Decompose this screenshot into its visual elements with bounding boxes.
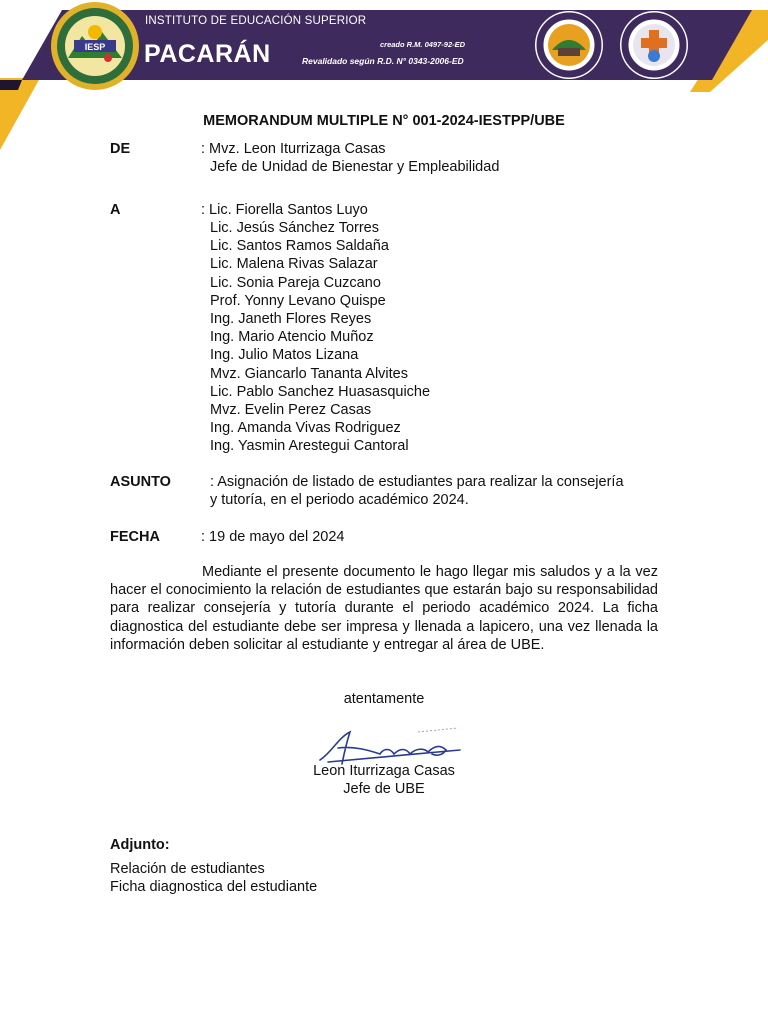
creation-resolution: creado R.M. 0497-92-ED <box>380 40 466 49</box>
recipient-item: Lic. Santos Ramos Saldaña <box>210 238 389 255</box>
iesp-seal-logo <box>51 2 139 90</box>
recipient-item: Ing. Amanda Vivas Rodriguez <box>210 420 401 437</box>
letterhead <box>0 0 768 160</box>
recipient-item: Lic. Pablo Sanchez Huasasquiche <box>210 383 431 400</box>
recipient-item: Mvz. Giancarlo Tananta Alvites <box>210 365 408 382</box>
asunto-line-1: : Asignación de listado de estudiantes para realizar la consejería <box>210 474 624 490</box>
institute-name: PACARÁN <box>144 40 271 68</box>
closing: atentamente <box>343 691 425 707</box>
recipient-item: Ing. Janeth Flores Reyes <box>210 311 372 328</box>
attachment-item: Relación de estudiantes <box>110 861 265 877</box>
recipient-item: Ing. Mario Atencio Muñoz <box>210 329 374 346</box>
letterhead-graphics <box>0 0 768 160</box>
produccion-agropecuaria-logo <box>535 11 603 79</box>
recipient-first: : Lic. Fiorella Santos Luyo <box>201 202 368 218</box>
adjunto-label: Adjunto: <box>110 837 170 853</box>
recipient-item: Lic. Jesús Sánchez Torres <box>210 220 379 236</box>
asunto-line-2: y tutoría, en el periodo académico 2024. <box>210 492 469 508</box>
revalidation-resolution: Revalidado según R.D. N° 0343-2006-ED <box>302 56 464 66</box>
recipient-item: Lic. Sonia Pareja Cuzcano <box>210 274 381 291</box>
recipient-item: Prof. Yonny Levano Quispe <box>210 292 386 309</box>
fecha-label: FECHA <box>110 529 160 545</box>
recipient-item: Lic. Malena Rivas Salazar <box>210 256 378 273</box>
fecha-value: : 19 de mayo del 2024 <box>201 529 345 545</box>
de-label: DE <box>110 141 131 157</box>
signer-name: Leon Iturrizaga Casas <box>313 763 455 779</box>
recipient-item: Ing. Julio Matos Lizana <box>210 347 359 364</box>
body-paragraph: Mediante el presente documento le hago llegar mis saludos y a la vez hacer el conocimiento la relación de estudiantes que estarán bajo su responsabilidad para realizar consejería y tutoría durante el periodo académico 2024. La ficha diagnostica del estudiante debe ser impresa y llenada a lapicero, una vez llenada la información deben solicitar al estudiante y entregar al área de UBE. <box>110 564 658 653</box>
signer-role: Jefe de UBE <box>343 781 425 797</box>
asunto-label: ASUNTO <box>110 474 171 490</box>
enfermeria-tecnica-logo <box>620 11 688 79</box>
institute-label: INSTITUTO DE EDUCACIÓN SUPERIOR <box>145 15 367 27</box>
recipient-item: Ing. Yasmin Arestegui Cantoral <box>210 438 409 455</box>
recipient-list <box>210 219 430 456</box>
recipient-item: Mvz. Evelin Perez Casas <box>210 402 372 419</box>
svg-text:IESP: IESP <box>84 42 106 52</box>
a-label: A <box>110 202 121 218</box>
de-role: Jefe de Unidad de Bienestar y Empleabilidad <box>210 159 500 175</box>
memo-title: MEMORANDUM MULTIPLE N° 001-2024-IESTPP/UBE <box>203 113 565 129</box>
de-value: : Mvz. Leon Iturrizaga Casas <box>201 141 386 157</box>
attachment-list <box>110 860 317 896</box>
attachment-item: Ficha diagnostica del estudiante <box>110 879 318 896</box>
